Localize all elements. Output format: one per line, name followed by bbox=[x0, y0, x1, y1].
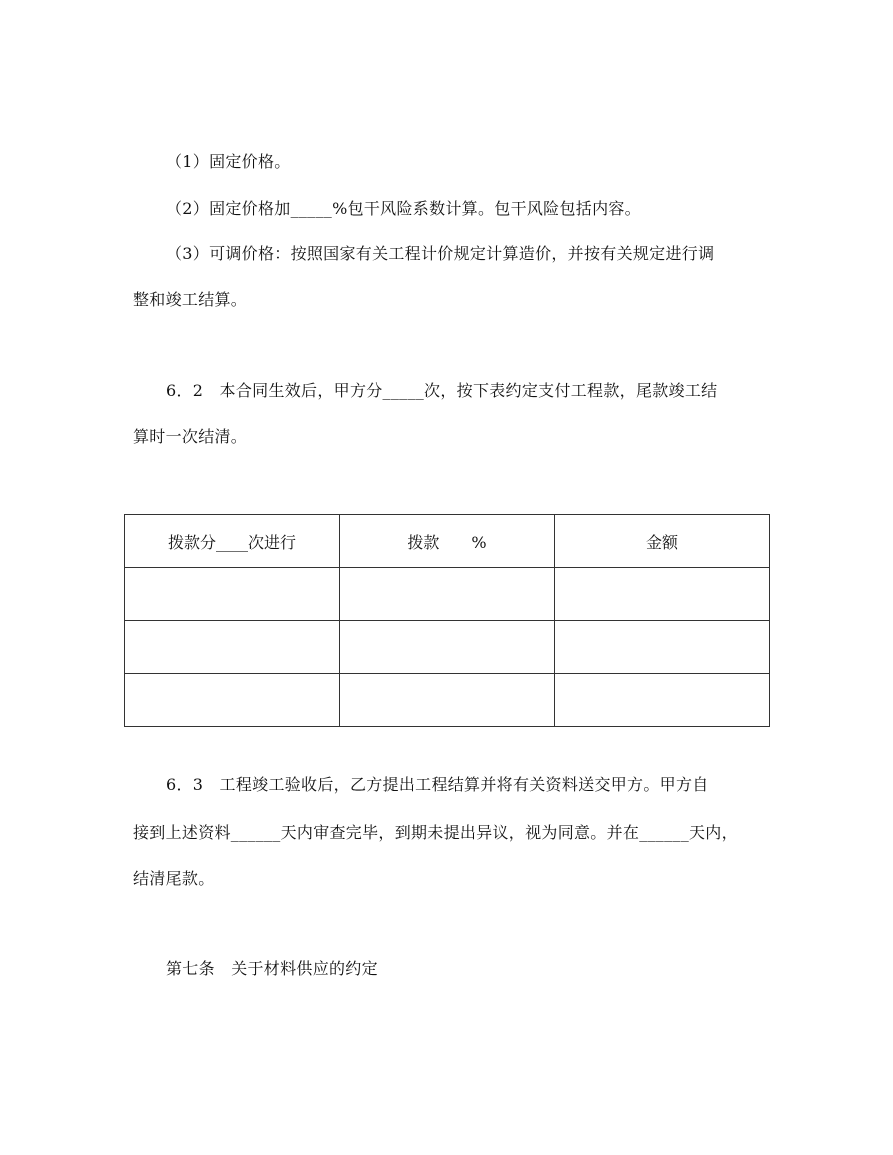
table-header-row bbox=[125, 515, 770, 568]
table-cell bbox=[340, 568, 555, 621]
header-percent: 拨款 % bbox=[340, 515, 555, 568]
clause-6-2-line1: 6．2 本合同生效后，甲方分_____次，按下表约定支付工程款，尾款竣工结 bbox=[166, 381, 718, 400]
clause-6-3-line2: 接到上述资料______天内审查完毕，到期未提出异议，视为同意。并在______天内， bbox=[133, 823, 738, 842]
clause-6-3-line1: 6．3 工程竣工验收后，乙方提出工程结算并将有关资料送交甲方。甲方自 bbox=[166, 775, 709, 794]
table-row bbox=[125, 568, 770, 621]
header-amount: 金额 bbox=[555, 515, 770, 568]
item-fixed-price-risk: （2）固定价格加_____%包干风险系数计算。包干风险包括内容。 bbox=[166, 199, 641, 218]
table-cell bbox=[125, 568, 340, 621]
clause-6-3-line3: 结清尾款。 bbox=[133, 869, 215, 888]
table-cell bbox=[125, 674, 340, 727]
table-cell bbox=[555, 674, 770, 727]
table-cell bbox=[340, 674, 555, 727]
table-cell bbox=[555, 568, 770, 621]
table-cell bbox=[555, 621, 770, 674]
table-row bbox=[125, 621, 770, 674]
item-fixed-price: （1）固定价格。 bbox=[166, 152, 291, 171]
header-installments: 拨款分____次进行 bbox=[125, 515, 340, 568]
article-7-heading: 第七条 关于材料供应的约定 bbox=[166, 959, 378, 978]
payment-table bbox=[124, 514, 770, 727]
table-cell bbox=[340, 621, 555, 674]
item-adjustable-price-line2: 整和竣工结算。 bbox=[133, 290, 248, 309]
table-row bbox=[125, 674, 770, 727]
item-adjustable-price-line1: （3）可调价格：按照国家有关工程计价规定计算造价，并按有关规定进行调 bbox=[166, 244, 715, 263]
clause-6-2-line2: 算时一次结清。 bbox=[133, 427, 248, 446]
table-cell bbox=[125, 621, 340, 674]
